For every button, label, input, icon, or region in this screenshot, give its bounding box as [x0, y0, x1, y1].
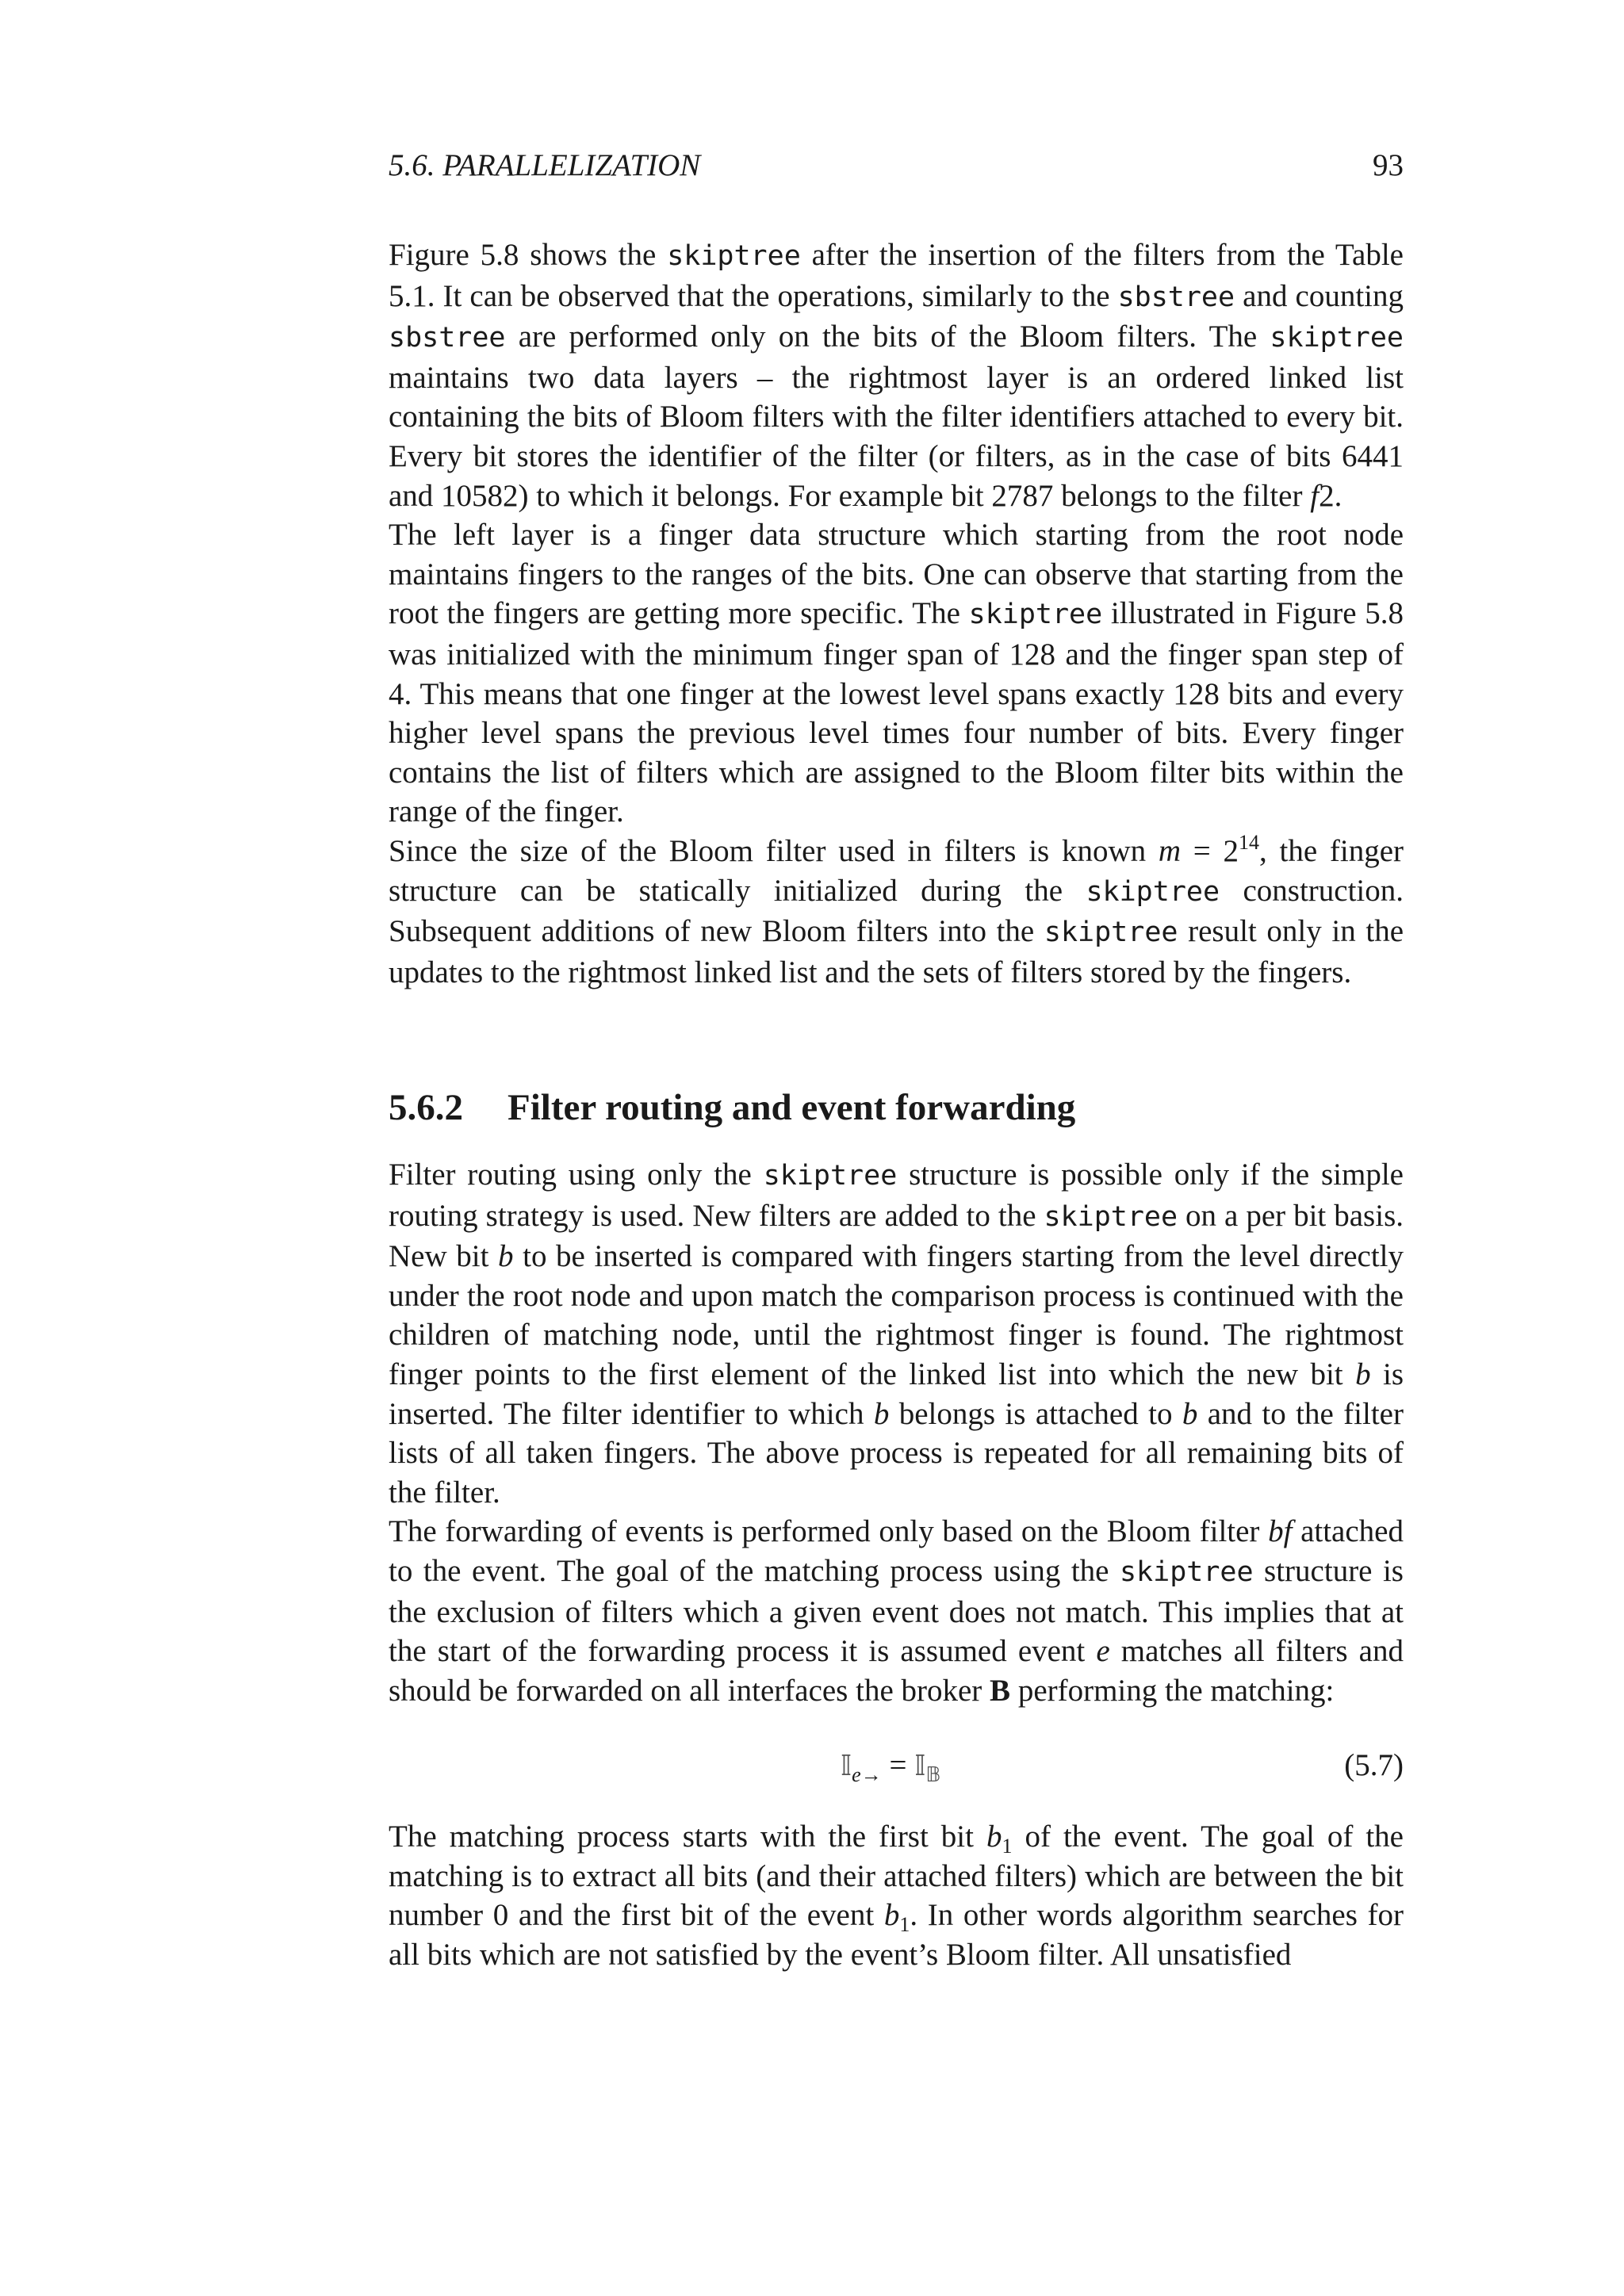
paragraph-finger-layer [389, 515, 1404, 832]
code-term: sbstree [1117, 281, 1235, 313]
code-term: skiptree [1044, 916, 1178, 949]
math-var: bf [1268, 1514, 1293, 1549]
equation-rhs-subscript: 𝔹 [925, 1763, 941, 1787]
math-var: m [1158, 833, 1182, 868]
math-var: b [883, 1898, 900, 1933]
code-term: sbstree [389, 322, 506, 354]
text: construction. Subsequent additions of new Bloom filters into the [389, 873, 1404, 949]
text: The forwarding of events is performed only based on the Bloom filter [389, 1514, 1269, 1549]
text: illustrated in Figure 5.8 was initialized with the minimum finger span of 128 and the finger span step of 4. This means that one finger at the lowest level spans exactly 128 bits and every higher level spans the previous level times four number of bits. Every finger contains the list of filters which are assigned to the Bloom filter bits within the range of the finger. [389, 596, 1404, 829]
matching-text [389, 1817, 1404, 1974]
text: Since the size of the Bloom filter used in filters is known [389, 833, 1159, 868]
math-var: b [1355, 1357, 1371, 1391]
paragraph-event-forwarding [389, 1512, 1404, 1710]
math-var: b [498, 1239, 514, 1274]
equation-lhs-subscript: e→ [852, 1763, 882, 1786]
running-head [389, 147, 1404, 187]
text: Figure 5.8 shows the [389, 238, 668, 272]
subscript: 1 [899, 1913, 910, 1937]
text: 2. [1319, 478, 1342, 513]
code-term: skiptree [1270, 322, 1404, 354]
code-term: skiptree [1086, 875, 1220, 908]
code-term: skiptree [1044, 1200, 1178, 1233]
section-heading [389, 1086, 1404, 1129]
code-term: skiptree [968, 599, 1103, 631]
text: attached to the event. The goal of the matching process using the [389, 1514, 1404, 1588]
code-term: skiptree [1119, 1556, 1254, 1588]
equation-5-7 [389, 1747, 1404, 1787]
text: are performed only on the bits of the Bloom filters. The [505, 320, 1270, 354]
text: structure is the exclusion of filters which a given event does not match. This implies that at the start of the forwarding process it is assumed event [389, 1553, 1404, 1669]
running-head-section: 5.6. PARALLELIZATION [389, 148, 701, 182]
text: structure is possible only if the simple routing strategy is used. New filters are added to the [389, 1158, 1404, 1233]
text: and counting [1235, 278, 1404, 313]
math-var: e [1096, 1634, 1110, 1669]
text: of the event. The goal of the matching is to extract all bits (and their attached filters) which are between the bit number 0 and the first bit of the event [389, 1820, 1404, 1933]
text: Filter routing using only the [389, 1158, 764, 1192]
math-var: b [986, 1820, 1002, 1854]
intro-text [389, 235, 1404, 992]
code-term: skiptree [763, 1160, 898, 1192]
text: performing the matching: [1010, 1673, 1335, 1708]
code-term: skiptree [667, 240, 801, 272]
text: matches all filters and should be forwarded on all interfaces the broker [389, 1634, 1404, 1708]
exponent: 14 [1239, 830, 1260, 854]
section-number: 5.6.2 [389, 1087, 463, 1128]
text: on a per bit basis. New bit [389, 1198, 1404, 1274]
text: result only in the updates to the rightmost linked list and the sets of filters stored by the fingers. [389, 914, 1404, 989]
math-var: b [1182, 1396, 1198, 1431]
equation-expression [841, 1747, 941, 1787]
paragraph-skiptree-figure [389, 235, 1404, 515]
subscript: 1 [1002, 1835, 1013, 1858]
routing-text [389, 1155, 1404, 1710]
interface-set-symbol: 𝕀 [841, 1750, 852, 1782]
paragraph-static-init [389, 832, 1404, 992]
text: The left layer is a finger data structure which starting from the root node maintains fingers to the ranges of the bits. One can observe that starting from the root the fingers are getting more specific. The [389, 518, 1404, 631]
page-number: 93 [1373, 148, 1404, 182]
text: = 2 [1181, 833, 1239, 868]
text: and to the filter lists of all taken fingers. The above process is repeated for all remaining bits of the filter. [389, 1396, 1404, 1510]
text: belongs is attached to [889, 1396, 1182, 1431]
paragraph-filter-routing [389, 1155, 1404, 1512]
interface-set-symbol: 𝕀 [914, 1750, 926, 1782]
math-var: b [873, 1396, 890, 1431]
equals-sign: = [881, 1748, 915, 1782]
text: after the insertion of the filters from the Table 5.1. It can be observed that the operations, similarly to the [389, 238, 1404, 313]
text: maintains two data layers – the rightmost layer is an ordered linked list containing the bits of Bloom filters with the filter identifiers attached to every bit. Every bit stores the identifier of the filter (or filters, as in the case of bits 6441 and 10582) to which it belongs. For example bit 2787 belongs to the filter [389, 360, 1404, 513]
math-var: f [1310, 478, 1320, 513]
text: . In other words algorithm searches for all bits which are not satisfied by the event’s Bloom filter. All unsatisfied [389, 1898, 1404, 1972]
text: , the finger structure can be statically initialized during the [389, 833, 1404, 908]
text: to be inserted is compared with fingers starting from the level directly under the root node and upon match the comparison process is continued with the children of matching node, until the rightmost finger is found. The rightmost finger points to the first element of the linked list into which the new bit [389, 1239, 1404, 1391]
text: is inserted. The filter identifier to which [389, 1357, 1404, 1431]
paragraph-matching-process [389, 1817, 1404, 1974]
broker-symbol: B [990, 1673, 1011, 1708]
equation-number: (5.7) [1344, 1748, 1404, 1782]
text: The matching process starts with the first bit [389, 1820, 986, 1854]
section-title: Filter routing and event forwarding [508, 1087, 1076, 1128]
